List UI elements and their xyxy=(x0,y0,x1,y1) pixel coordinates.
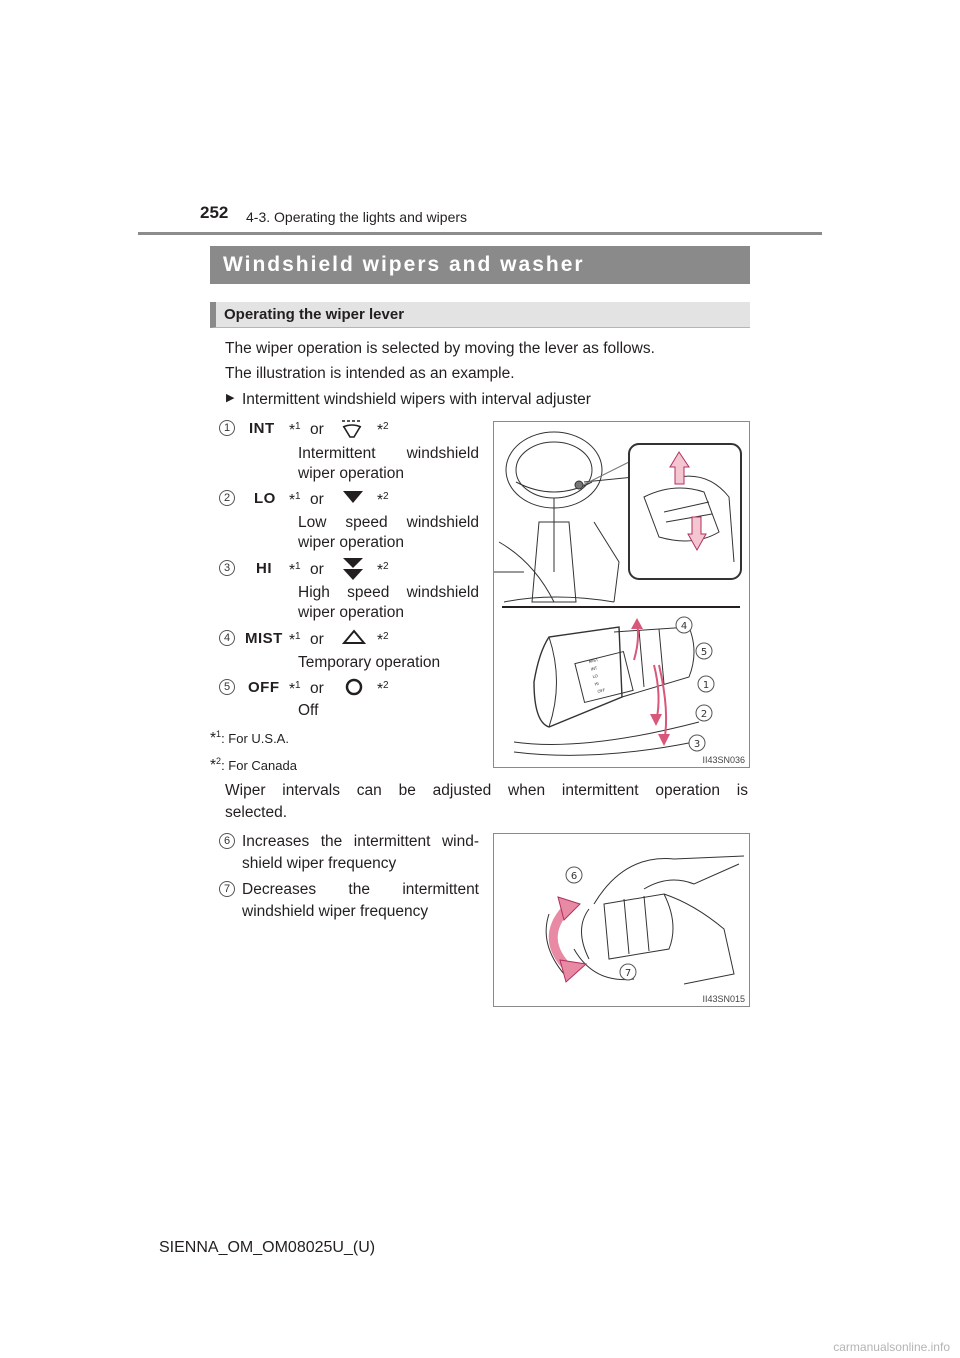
lo-symbol-text: LO xyxy=(254,490,276,507)
high-speed-double-arrow-icon xyxy=(341,556,365,582)
int-symbol-text: INT xyxy=(249,420,275,437)
callout-number-4: 4 xyxy=(680,621,688,632)
footnote-ref-1: *$^1$ xyxy=(289,491,301,510)
mist-up-triangle-icon xyxy=(342,628,366,646)
mode-description-line1: Temporary operation xyxy=(298,654,441,671)
footnote-ref-2: *$^2$ xyxy=(377,631,389,650)
mode-description-line1: Low speed windshield xyxy=(298,514,479,531)
callout-number-3: 3 xyxy=(219,560,235,576)
callout-number-1: 1 xyxy=(219,420,235,436)
document-footer: SIENNA_OM_OM08025U_(U) xyxy=(159,1239,376,1256)
callout-number-7: 7 xyxy=(624,968,632,979)
or-text: or xyxy=(310,561,324,578)
lever-mark: HI xyxy=(594,680,600,687)
low-speed-down-arrow-icon xyxy=(341,489,365,505)
lever-mark: LO xyxy=(592,673,599,680)
page-number: 252 xyxy=(200,203,229,222)
callout-number-3: 3 xyxy=(693,739,701,750)
callout-number-6: 6 xyxy=(219,833,235,849)
or-text: or xyxy=(310,680,324,697)
item-7-line2: windshield wiper frequency xyxy=(242,903,429,920)
footnote-marker: *$^2$ xyxy=(210,756,222,775)
intro-paragraph-2: The illustration is intended as an example. xyxy=(225,365,515,382)
callout-number-1: 1 xyxy=(702,680,710,691)
mode-description-line1: Intermittent windshield xyxy=(298,445,479,462)
footnote-2-text: : For Canada xyxy=(221,758,297,774)
mode-description-line1: High speed windshield xyxy=(298,584,479,601)
footnote-ref-2: *$^2$ xyxy=(377,561,389,580)
illustration-code: II43SN036 xyxy=(702,755,745,765)
callout-number-7: 7 xyxy=(219,881,235,897)
header-rule xyxy=(138,232,822,235)
mode-description-line2: wiper operation xyxy=(298,604,404,621)
intermittent-wiper-icon xyxy=(339,416,365,442)
wiper-lever-drawing xyxy=(494,422,749,767)
interval-adjuster-drawing xyxy=(494,834,749,1006)
footnote-ref-1: *$^1$ xyxy=(289,561,301,580)
callout-number-2: 2 xyxy=(700,709,708,720)
footnote-ref-1: *$^1$ xyxy=(289,631,301,650)
callout-number-5: 5 xyxy=(700,647,708,658)
footnote-2 xyxy=(210,751,297,776)
illustration-code: II43SN015 xyxy=(702,994,745,1004)
or-text: or xyxy=(310,421,324,438)
intro-paragraph-1: The wiper operation is selected by moving the lever as follows. xyxy=(225,340,655,357)
mode-description-line2: wiper operation xyxy=(298,465,404,482)
item-6-line1: Increases the intermittent wind- xyxy=(242,833,479,850)
interval-paragraph-line2: selected. xyxy=(225,804,288,821)
footnote-ref-1: *$^1$ xyxy=(289,680,301,699)
mist-symbol-text: MIST xyxy=(245,630,283,647)
footnote-ref-1: *$^1$ xyxy=(289,421,301,440)
footnote-ref-2: *$^2$ xyxy=(377,680,389,699)
footnote-1-text: : For U.S.A. xyxy=(221,731,289,747)
item-7-line1: Decreases the intermittent xyxy=(242,881,479,898)
off-circle-icon xyxy=(344,677,364,697)
or-text: or xyxy=(310,631,324,648)
footnote-1 xyxy=(210,724,289,749)
wiper-lever-illustration xyxy=(493,421,750,768)
off-symbol-text: OFF xyxy=(248,679,280,696)
lever-mark: INT xyxy=(590,665,598,672)
bullet-triangle-icon: ▶ xyxy=(226,392,235,404)
page-title: Windshield wipers and washer xyxy=(210,246,750,284)
footnote-ref-2: *$^2$ xyxy=(377,491,389,510)
or-text: or xyxy=(310,491,324,508)
mode-description-line1: Off xyxy=(298,702,319,719)
watermark: carmanualsonline.info xyxy=(833,1340,950,1354)
callout-number-5: 5 xyxy=(219,679,235,695)
interval-paragraph-line1: Wiper intervals can be adjusted when intermittent operation is xyxy=(225,782,748,799)
item-6-line2: shield wiper frequency xyxy=(242,855,397,872)
interval-adjuster-illustration xyxy=(493,833,750,1007)
callout-number-4: 4 xyxy=(219,630,235,646)
callout-number-2: 2 xyxy=(219,490,235,506)
hi-symbol-text: HI xyxy=(256,560,272,577)
lever-mark: MIST xyxy=(588,656,599,665)
footnote-marker: *$^1$ xyxy=(210,729,222,748)
subsection-title: Operating the wiper lever xyxy=(210,302,750,328)
mode-description-line2: wiper operation xyxy=(298,534,404,551)
callout-number-6: 6 xyxy=(570,871,578,882)
bullet-text: Intermittent windshield wipers with interval adjuster xyxy=(242,391,591,408)
footnote-ref-2: *$^2$ xyxy=(377,421,389,440)
lever-mark: OFF xyxy=(596,687,606,695)
section-title: 4-3. Operating the lights and wipers xyxy=(246,209,468,225)
